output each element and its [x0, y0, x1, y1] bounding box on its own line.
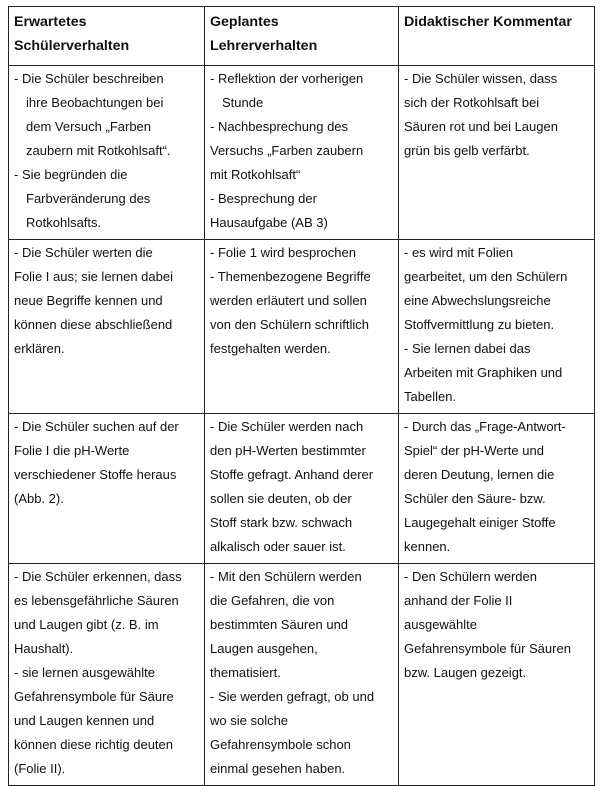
list-item — [210, 241, 394, 265]
list-item-line: Stoff stark bzw. schwach — [210, 515, 353, 530]
list-item-line: Schüler den Säure- bzw. — [404, 491, 546, 506]
header-didaktischer-kommentar — [399, 7, 595, 66]
list-item-line: - Die Schüler werten die — [14, 245, 153, 260]
list-item — [210, 685, 394, 781]
list-item — [14, 565, 200, 661]
list-item-line: sich der Rotkohlsaft bei — [404, 95, 540, 110]
list-item-line: kennen. — [404, 539, 451, 554]
list-item-line: Gefahrensymbole schon — [210, 737, 351, 752]
list-item-line: die Gefahren, die von — [210, 593, 335, 608]
list-item-line: wo sie solche — [210, 713, 289, 728]
list-item-line: eine Abwechslungsreiche — [404, 293, 551, 308]
list-item-line: - Die Schüler erkennen, dass — [14, 569, 182, 584]
list-item — [404, 415, 590, 559]
list-item — [14, 163, 200, 235]
list-item — [404, 565, 590, 685]
table-row — [9, 66, 595, 240]
list-item-line: verschiedener Stoffe heraus — [14, 467, 177, 482]
list-item-line: Tabellen. — [404, 389, 457, 404]
list-item — [210, 115, 394, 187]
lehrer-cell — [205, 66, 399, 240]
list-item — [210, 265, 394, 361]
list-item-line: grün bis gelb verfärbt. — [404, 143, 530, 158]
list-item-line: (Folie II). — [14, 761, 66, 776]
list-item-line: zaubern mit Rotkohlsaft“. — [26, 143, 171, 158]
header-row — [9, 7, 595, 66]
list-item-line: ihre Beobachtungen bei — [26, 95, 164, 110]
list-item-line: Folie I die pH-Werte — [14, 443, 130, 458]
list-item-line: können diese richtig deuten — [14, 737, 174, 752]
list-item-line: Hausaufgabe (AB 3) — [210, 215, 328, 230]
list-item — [210, 67, 394, 115]
list-item-line: werden erläutert und sollen — [210, 293, 367, 308]
list-item — [210, 565, 394, 685]
list-item — [210, 415, 394, 559]
lehrer-cell — [205, 564, 399, 786]
list-item-line: Säuren rot und bei Laugen — [404, 119, 558, 134]
list-item-line: Stoffvermittlung zu bieten. — [404, 317, 555, 332]
list-item-line: gearbeitet, um den Schülern — [404, 269, 568, 284]
list-item-line: bzw. Laugen gezeigt. — [404, 665, 527, 680]
table-row — [9, 564, 595, 786]
list-item — [14, 67, 200, 163]
list-item-line: Stunde — [222, 95, 264, 110]
header-line: Lehrerverhalten — [210, 38, 318, 54]
list-item — [14, 661, 200, 781]
list-item-line: Farbveränderung des — [26, 191, 151, 206]
header-line: Geplantes — [210, 14, 279, 30]
kommentar-cell — [399, 564, 595, 786]
lehrer-cell — [205, 240, 399, 414]
list-item-line: - Mit den Schülern werden — [210, 569, 362, 584]
list-item-line: Rotkohlsafts. — [26, 215, 102, 230]
list-item-line: - Die Schüler beschreiben — [14, 71, 164, 86]
list-item-line: - Nachbesprechung des — [210, 119, 349, 134]
lehrer-cell — [205, 414, 399, 564]
list-item-line: dem Versuch „Farben — [26, 119, 152, 134]
list-item — [210, 187, 394, 235]
list-item-line: festgehalten werden. — [210, 341, 331, 356]
list-item-line: und Laugen kennen und — [14, 713, 155, 728]
schueler-cell — [9, 414, 205, 564]
list-item-line: - sie lernen ausgewählte — [14, 665, 155, 680]
list-item-line: deren Deutung, lernen die — [404, 467, 555, 482]
list-item-line: von den Schülern schriftlich — [210, 317, 369, 332]
schueler-cell — [9, 240, 205, 414]
list-item-line: Versuchs „Farben zaubern — [210, 143, 364, 158]
list-item-line: Laugegehalt einiger Stoffe — [404, 515, 556, 530]
list-item — [14, 241, 200, 361]
list-item-line: ausgewählte — [404, 617, 477, 632]
table-row — [9, 414, 595, 564]
kommentar-cell — [399, 414, 595, 564]
list-item-line: - Besprechung der — [210, 191, 317, 206]
list-item — [404, 337, 590, 409]
list-item — [14, 415, 200, 511]
list-item-line: bestimmten Säuren und — [210, 617, 349, 632]
list-item-line: - Themenbezogene Begriffe — [210, 269, 371, 284]
list-item-line: - Sie werden gefragt, ob und — [210, 689, 375, 704]
list-item-line: - Reflektion der vorherigen — [210, 71, 364, 86]
schueler-cell — [9, 66, 205, 240]
list-item-line: - Die Schüler wissen, dass — [404, 71, 558, 86]
list-item-line: - es wird mit Folien — [404, 245, 514, 260]
list-item-line: und Laugen gibt (z. B. im — [14, 617, 159, 632]
list-item-line: Arbeiten mit Graphiken und — [404, 365, 563, 380]
list-item-line: Haushalt). — [14, 641, 74, 656]
header-line: Schülerverhalten — [14, 38, 130, 54]
list-item-line: - Folie 1 wird besprochen — [210, 245, 356, 260]
list-item-line: den pH-Werten bestimmter — [210, 443, 366, 458]
table-row — [9, 240, 595, 414]
list-item-line: es lebensgefährliche Säuren — [14, 593, 179, 608]
list-item-line: Folie I aus; sie lernen dabei — [14, 269, 173, 284]
header-line: Erwartetes — [14, 14, 87, 30]
list-item-line: Gefahrensymbole für Säure — [14, 689, 174, 704]
list-item-line: Stoffe gefragt. Anhand derer — [210, 467, 374, 482]
list-item-line: mit Rotkohlsaft“ — [210, 167, 301, 182]
list-item-line: - Die Schüler suchen auf der — [14, 419, 179, 434]
list-item-line: sollen sie deuten, ob der — [210, 491, 352, 506]
list-item-line: erklären. — [14, 341, 65, 356]
kommentar-cell — [399, 66, 595, 240]
list-item-line: (Abb. 2). — [14, 491, 64, 506]
list-item-line: - Sie begründen die — [14, 167, 128, 182]
list-item-line: Gefahrensymbole für Säuren — [404, 641, 571, 656]
list-item-line: - Durch das „Frage-Antwort- — [404, 419, 566, 434]
list-item-line: alkalisch oder sauer ist. — [210, 539, 346, 554]
list-item-line: - Den Schülern werden — [404, 569, 537, 584]
list-item — [404, 67, 590, 163]
list-item-line: thematisiert. — [210, 665, 281, 680]
list-item-line: anhand der Folie II — [404, 593, 513, 608]
list-item — [404, 241, 590, 337]
list-item-line: - Sie lernen dabei das — [404, 341, 531, 356]
list-item-line: einmal gesehen haben. — [210, 761, 346, 776]
header-lehrerverhalten — [205, 7, 399, 66]
schueler-cell — [9, 564, 205, 786]
lesson-plan-table — [8, 6, 595, 786]
list-item-line: Spiel“ der pH-Werte und — [404, 443, 544, 458]
list-item-line: neue Begriffe kennen und — [14, 293, 163, 308]
list-item-line: können diese abschließend — [14, 317, 173, 332]
header-line: Didaktischer Kommentar — [404, 14, 572, 30]
list-item-line: Laugen ausgehen, — [210, 641, 318, 656]
list-item-line: - Die Schüler werden nach — [210, 419, 364, 434]
kommentar-cell — [399, 240, 595, 414]
header-schuelerverhalten — [9, 7, 205, 66]
